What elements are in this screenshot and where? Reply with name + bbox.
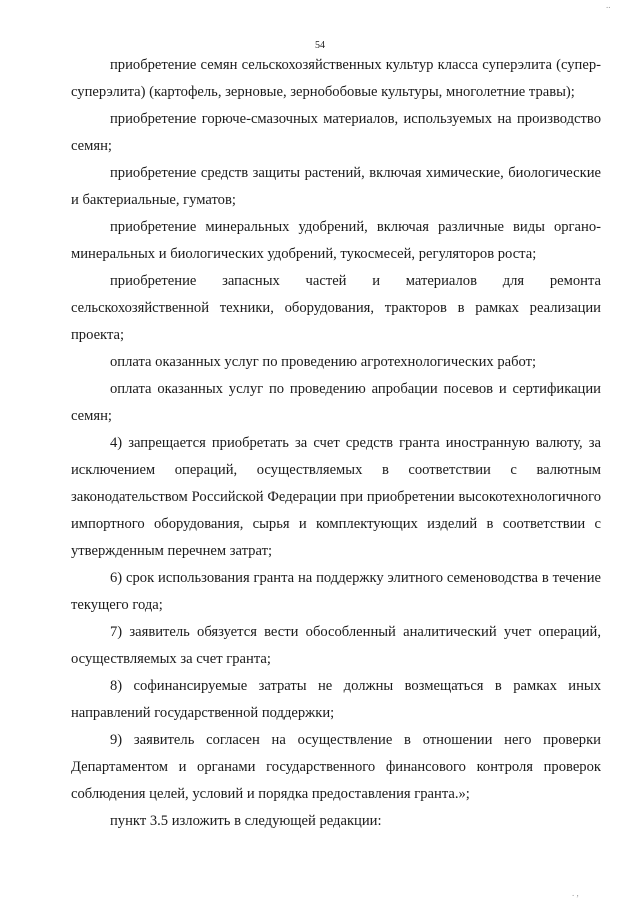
paragraph-item-6: 6) срок использования гранта на поддержку элитного семеноводства в течение текущего года; xyxy=(71,570,601,613)
paragraph-clause-3-5: пункт 3.5 изложить в следующей редакции: xyxy=(110,813,382,829)
paragraph-fuel: приобретение горюче-смазочных материалов, используемых на производство семян; xyxy=(71,111,601,154)
paragraph-agrotech-services: оплата оказанных услуг по проведению агротехнологических работ; xyxy=(110,354,537,370)
document-body xyxy=(71,52,601,835)
scan-mark-top: .. xyxy=(606,0,611,10)
scan-mark-bottom: . , xyxy=(572,888,579,898)
paragraph-item-8: 8) софинансируемые затраты не должны возмещаться в рамках иных направлений государственной поддержки; xyxy=(71,678,601,721)
paragraph-spare-parts: приобретение запасных частей и материалов для ремонта сельскохозяйственной техники, оборудования, тракторов в рамках реализации проекта; xyxy=(71,273,601,343)
paragraph-plant-protection: приобретение средств защиты растений, включая химические, биологические и бактериальные, гуматов; xyxy=(71,165,601,208)
paragraph-item-9: 9) заявитель согласен на осуществление в отношении него проверки Департаментом и органами государственного финансового контроля проверок соблюдения целей, условий и порядка предоставления гранта.»; xyxy=(71,732,601,802)
paragraph-item-7: 7) заявитель обязуется вести обособленный аналитический учет операций, осуществляемых за счет гранта; xyxy=(71,624,601,667)
paragraph-fertilizers: приобретение минеральных удобрений, включая различные виды органо-минеральных и биологических удобрений, тукосмесей, регуляторов роста; xyxy=(71,219,601,262)
page-number: 54 xyxy=(315,40,325,51)
paragraph-seeds: приобретение семян сельскохозяйственных культур класса суперэлита (супер-суперэлита) (картофель, зерновые, зернобобовые культуры, многолетние травы); xyxy=(71,57,601,100)
paragraph-approbation-services: оплата оказанных услуг по проведению апробации посевов и сертификации семян; xyxy=(71,381,601,424)
paragraph-item-4: 4) запрещается приобретать за счет средств гранта иностранную валюту, за исключением операций, осуществляемых в соответствии с валютным законодательством Российской Федерации при приобретении высокотехнологичного импортного оборудования, сырья и комплектующих изделий в соответствии с утвержденным перечнем затрат; xyxy=(71,435,601,559)
